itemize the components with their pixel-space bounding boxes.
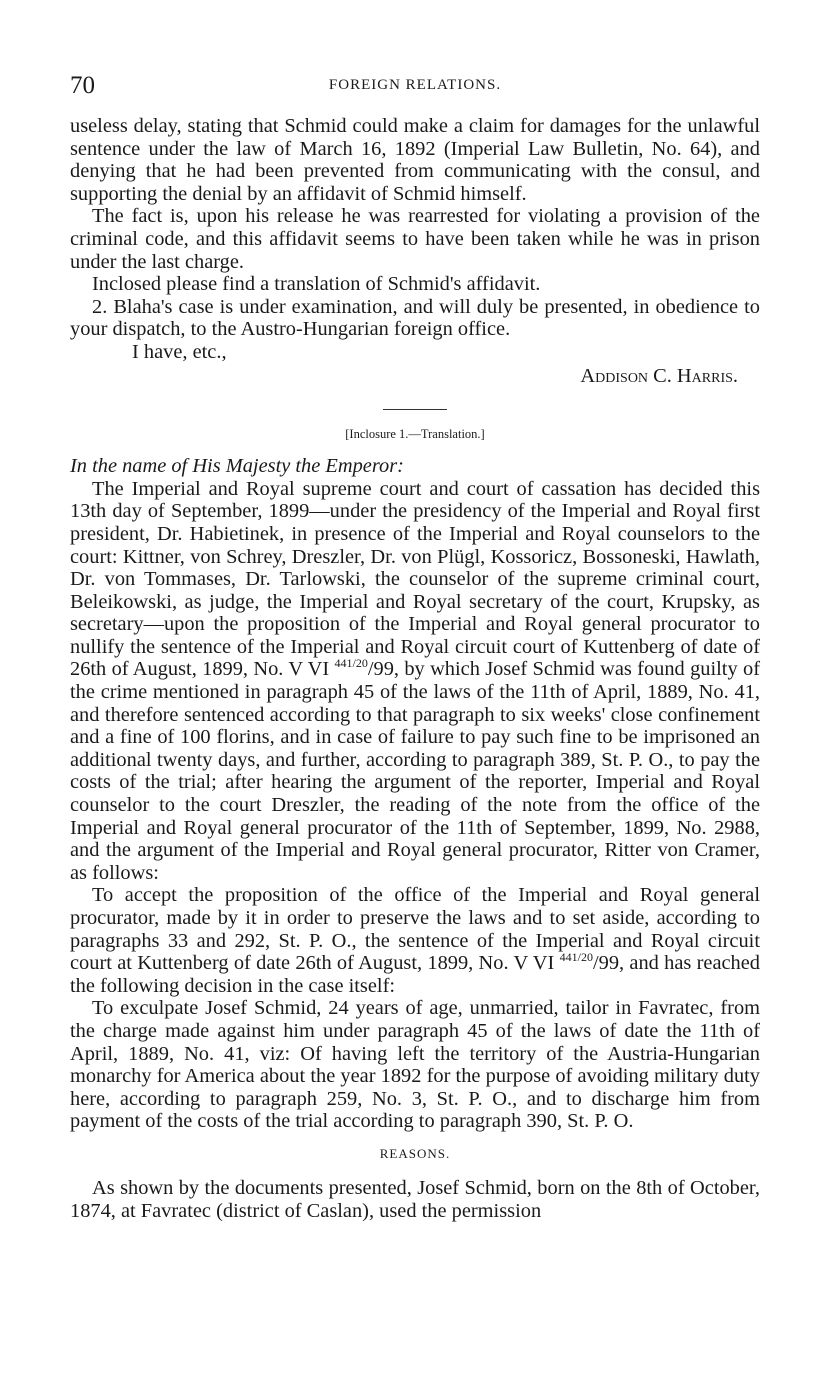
running-head: FOREIGN RELATIONS.	[328, 77, 502, 93]
page-header	[70, 72, 760, 102]
letter-paragraph: 2. Blaha's case is under examination, and will duly be presented, in obedience to your dispatch, to the Austro-Hungarian foreign office.	[70, 295, 760, 341]
letter-closing: I have, etc.,	[132, 340, 227, 363]
body-text	[70, 115, 760, 1222]
invocation: In the name of His Majesty the Emperor:	[70, 455, 404, 478]
letter-paragraph: Inclosed please find a translation of Schmid's affidavit.	[92, 273, 541, 296]
reasons-heading: REASONS.	[379, 1145, 451, 1161]
section-divider	[383, 409, 447, 410]
letter-paragraph: The fact is, upon his release he was rearrested for violating a provision of the criminal code, and this affidavit seems to have been taken while he was in prison under the last charge.	[70, 205, 760, 273]
reasons-paragraph: As shown by the documents presented, Josef Schmid, born on the 8th of October, 1874, at Favratec (district of Caslan), used the permission	[70, 1176, 760, 1222]
inclosure-heading: [Inclosure 1.—Translation.]	[345, 427, 485, 442]
page-number: 70	[70, 72, 95, 99]
signature: Addison C. Harris.	[580, 364, 738, 387]
case-number-fraction: 441/20	[559, 950, 593, 965]
case-number-fraction: 441/20	[334, 656, 368, 671]
decision-text: /99, and has reached the following decision in the case itself:	[70, 952, 760, 997]
decision-paragraph	[70, 884, 760, 997]
decision-paragraph	[70, 478, 760, 885]
decision-text: /99, by which Josef Schmid was found guilty of the crime mentioned in paragraph 45 of the laws of the 11th of April, 1889, No. 41, and therefore sentenced according to that paragraph to six weeks' close confinement and a fine of 100 florins, and in case of failure to pay such fine to be imprisoned an additional twenty days, and further, according to paragraph 389, St. P. O., to pay the costs of the trial; after hearing the argument of the reporter, Imperial and Royal counselor to the court Dreszler, the reading of the note from the office of the Imperial and Royal general procurator of the 11th of September, 1899, No. 2988, and the argument of the Imperial and Royal general procurator, Ritter von Cramer, as follows:	[70, 658, 760, 884]
decision-text: To accept the proposition of the office of the Imperial and Royal general procurator, made by it in order to preserve the laws and to set aside, according to paragraphs 33 and 292, St. P. O., the sentence of the Imperial and Royal circuit court at Kuttenberg of date 26th of August, 1899, No. V VI	[70, 884, 760, 975]
decision-text: The Imperial and Royal supreme court and court of cassation has decided this 13th day of September, 1899—under the presidency of the Imperial and Royal first president, Dr. Habietinek, in presence of the Imperial and Royal counselors to the court: Kittner, von Schrey, Dreszler, Dr. von Plügl, Kossoricz, Bossoneski, Hawlath, Dr. von Tommases, Dr. Tarlowski, the counselor of the supreme criminal court, Beleikowski, as judge, the Imperial and Royal secretary of the court, Krupsky, as secretary—upon the proposition of the Imperial and Royal general procurator to nullify the sentence of the Imperial and Royal circuit court of Kuttenberg of date of 26th of August, 1899, No. V VI	[70, 477, 760, 681]
decision-paragraph: To exculpate Josef Schmid, 24 years of age, unmarried, tailor in Favratec, from the charge made against him under paragraph 45 of the laws of date the 11th of April, 1889, No. 41, viz: Of having left the territory of the Austria-Hungarian monarchy for America about the year 1892 for the purpose of avoiding military duty here, according to paragraph 259, No. 3, St. P. O., and to discharge him from payment of the costs of the trial according to paragraph 390, St. P. O.	[70, 997, 760, 1133]
letter-paragraph: useless delay, stating that Schmid could make a claim for damages for the unlawful sentence under the law of March 16, 1892 (Imperial Law Bulletin, No. 64), and denying that he had been prevented from communicating with the consul, and supporting the denial by an affidavit of Schmid himself.	[70, 115, 760, 205]
